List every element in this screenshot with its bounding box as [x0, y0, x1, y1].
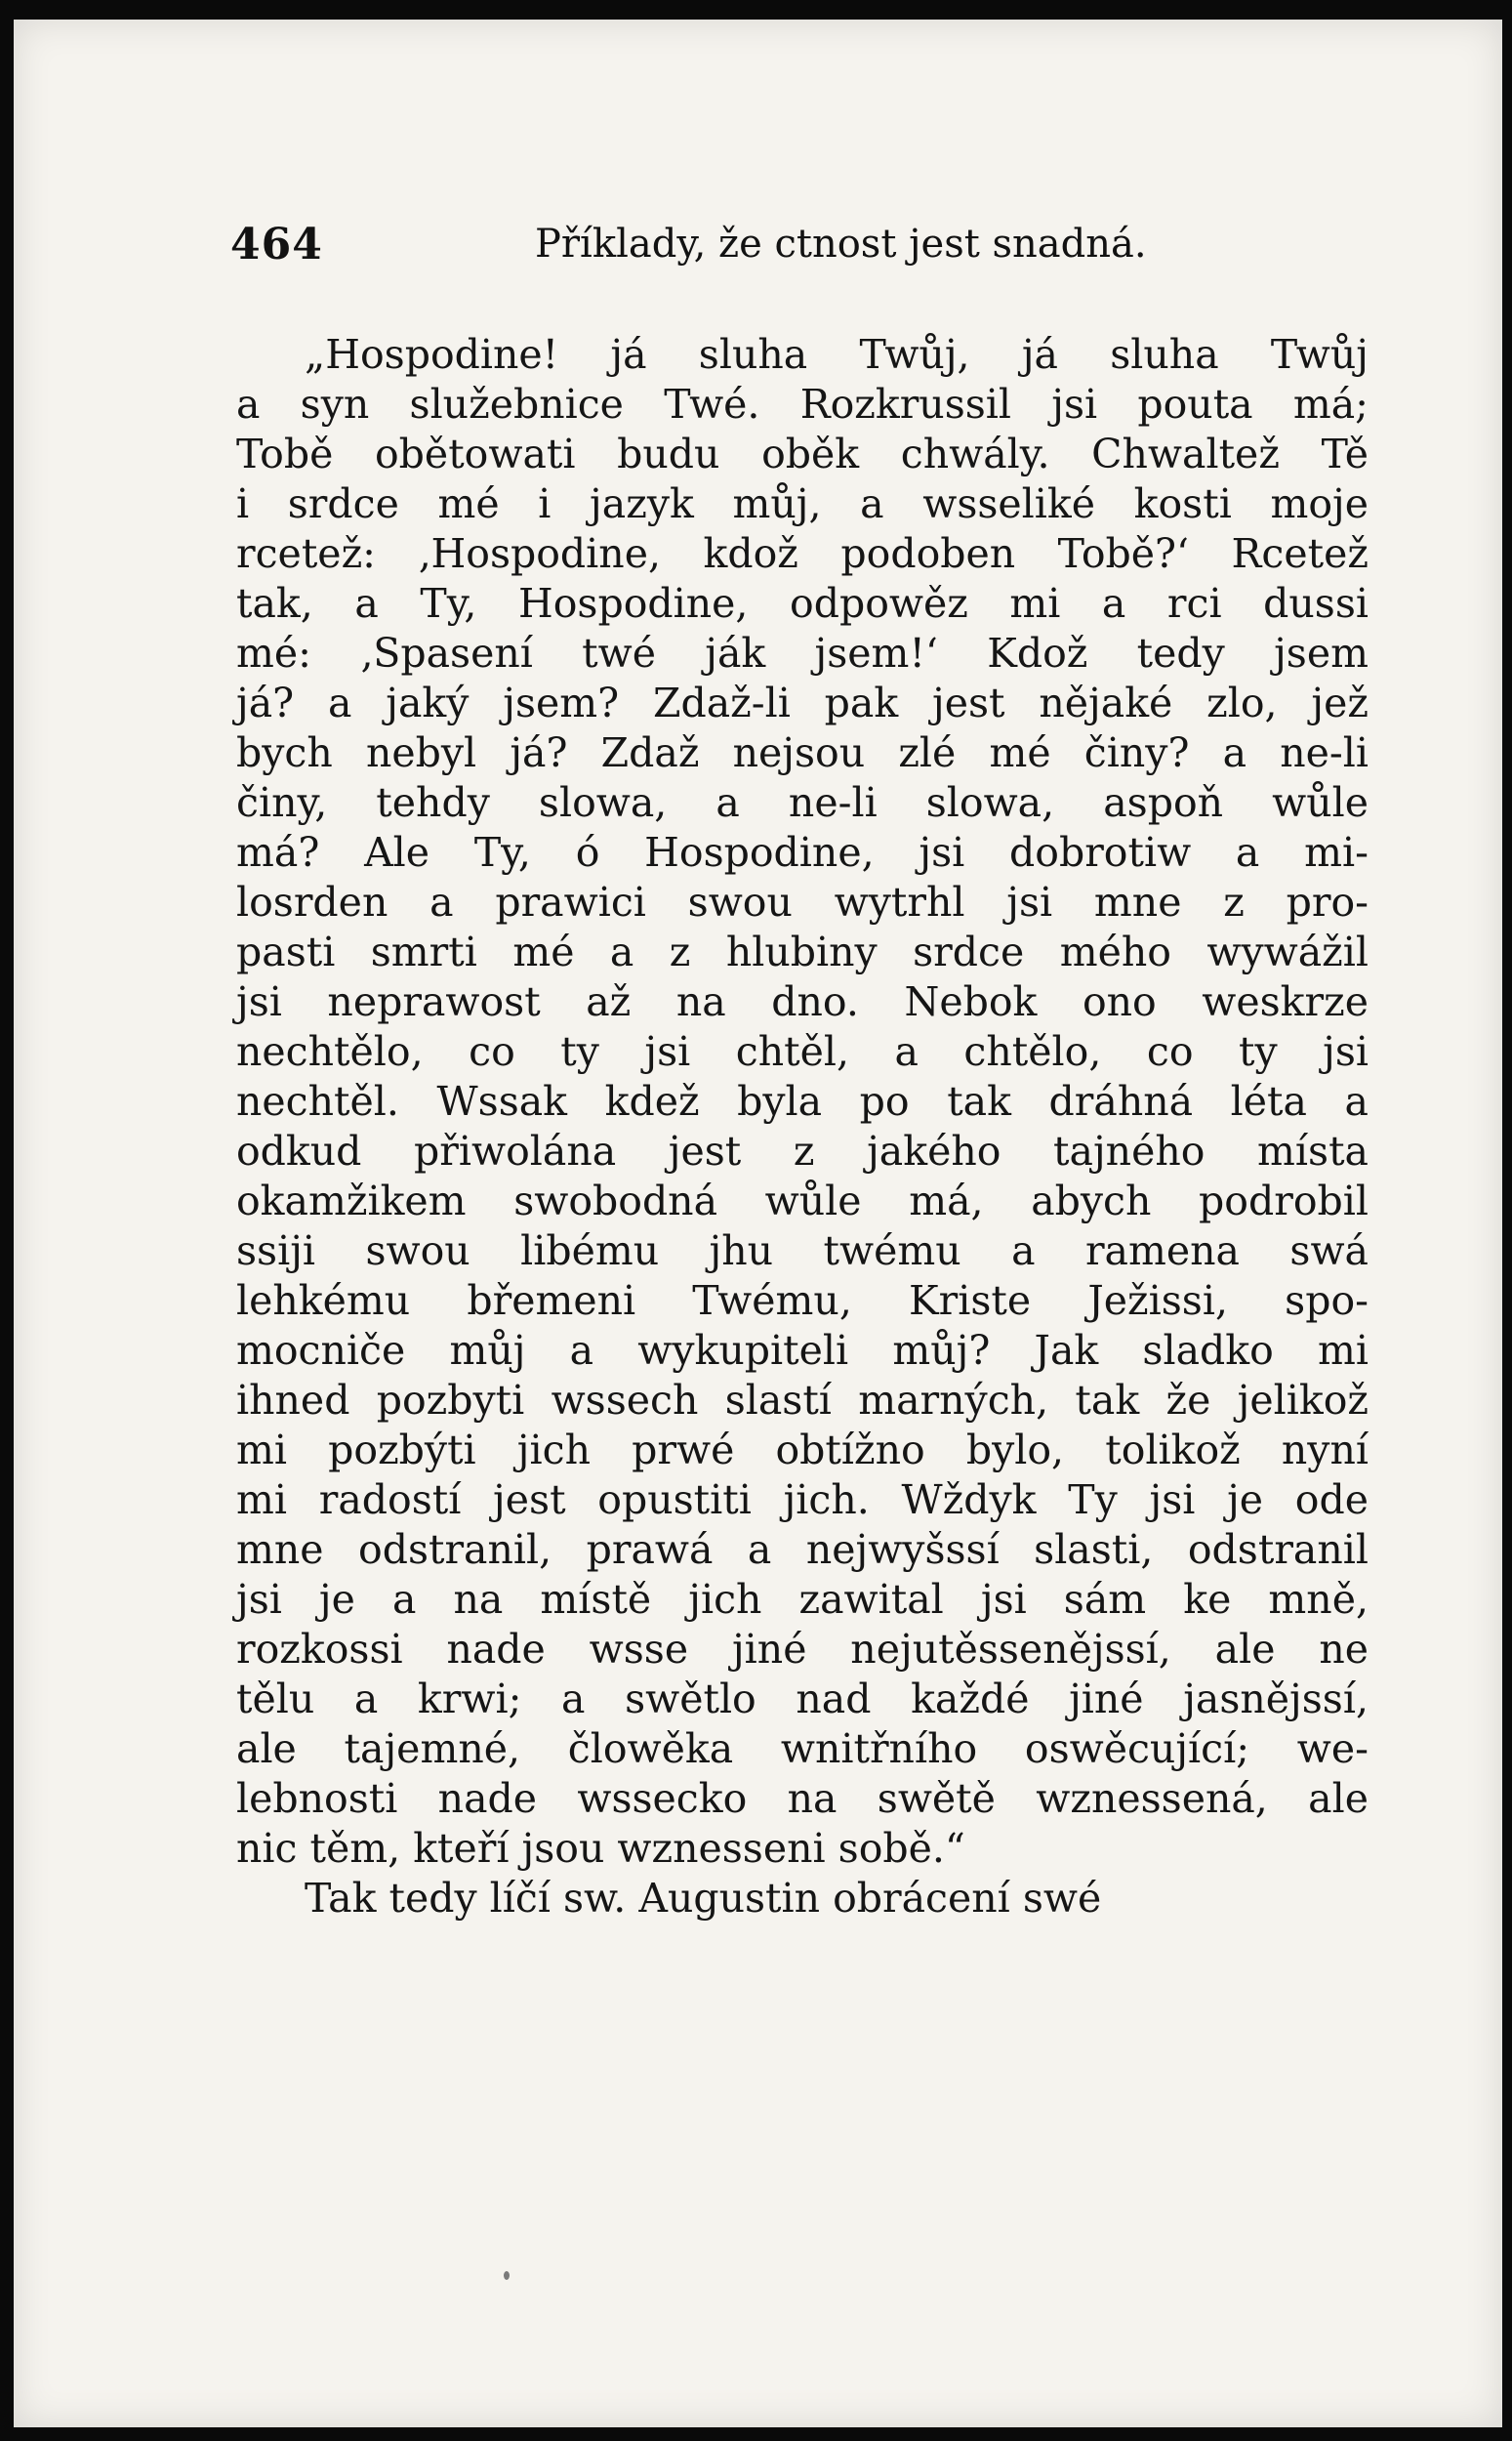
text-line: Tak tedy líčí sw. Augustin obrácení swé	[305, 1875, 1102, 1922]
text-line: tak, a Ty, Hospodine, odpowěz mi a rci dussi	[236, 580, 1369, 627]
text-line: nechtělo, co ty jsi chtěl, a chtělo, co ty jsi	[236, 1028, 1369, 1075]
text-line: a syn služebnice Twé. Rozkrussil jsi pouta má;	[236, 381, 1369, 428]
text-line: lehkému břemeni Twému, Kriste Ježissi, spo-	[236, 1277, 1369, 1324]
text-line: činy, tehdy slowa, a ne-li slowa, aspoň wůle	[236, 779, 1369, 826]
text-line: nechtěl. Wssak kdež byla po tak dráhná léta a	[236, 1078, 1369, 1125]
text-line: mé: ‚Spasení twé ják jsem!‘ Kdož tedy jsem	[236, 630, 1369, 677]
text-line: jsi neprawost až na dno. Nebok ono weskrze	[236, 978, 1369, 1025]
text-line: tělu a krwi; a swětlo nad každé jiné jasnějssí,	[236, 1676, 1369, 1722]
text-line: i srdce mé i jazyk můj, a wsseliké kosti moje	[236, 480, 1369, 527]
text-line: okamžikem swobodná wůle má, abych podrobil	[236, 1178, 1369, 1224]
text-line: mi radostí jest opustiti jich. Wždyk Ty jsi je ode	[236, 1476, 1369, 1523]
text-line: mne odstranil, prawá a nejwyšssí slasti, odstranil	[236, 1526, 1369, 1573]
running-head: Příklady, že ctnost jest snadná.	[535, 222, 1147, 267]
text-line: ale tajemné, člowěka wnitřního oswěcující; we-	[236, 1725, 1369, 1772]
text-line: losrden a prawici swou wytrhl jsi mne z pro-	[236, 879, 1369, 926]
text-line: pasti smrti mé a z hlubiny srdce mého wywážil	[236, 929, 1369, 975]
text-line: rozkossi nade wsse jiné nejutěssenějssí, ale ne	[236, 1626, 1369, 1673]
page-header	[230, 220, 1363, 278]
text-line: mi pozbýti jich prwé obtížno bylo, tolikož nyní	[236, 1427, 1369, 1473]
text-line: nic těm, kteří jsou wznesseni sobě.“	[236, 1825, 965, 1872]
text-line: já? a jaký jsem? Zdaž-li pak jest nějaké zlo, jež	[236, 680, 1369, 726]
text-line: „Hospodine! já sluha Twůj, já sluha Twůj	[305, 331, 1369, 378]
text-line: má? Ale Ty, ó Hospodine, jsi dobrotiw a mi-	[236, 829, 1369, 876]
text-line: odkud přiwolána jest z jakého tajného místa	[236, 1128, 1369, 1175]
text-line: lebnosti nade wssecko na swětě wznessená, ale	[236, 1775, 1369, 1822]
text-line: rcetež: ‚Hospodine, kdož podoben Tobě?‘ Rcetež	[236, 530, 1369, 577]
text-line: ihned pozbyti wssech slastí marných, tak že jelikož	[236, 1377, 1369, 1424]
body-text	[236, 330, 1369, 1924]
book-page	[14, 20, 1502, 2427]
page-number: 464	[230, 220, 323, 269]
text-line: ssiji swou libému jhu twému a ramena swá	[236, 1227, 1369, 1274]
text-line: mocniče můj a wykupiteli můj? Jak sladko mi	[236, 1327, 1369, 1374]
text-line: jsi je a na místě jich zawital jsi sám ke mně,	[236, 1576, 1369, 1623]
text-line: bych nebyl já? Zdaž nejsou zlé mé činy? a ne-li	[236, 729, 1369, 776]
paper-speck	[504, 2271, 510, 2280]
text-line: Tobě obětowati budu oběk chwály. Chwaltež Tě	[236, 431, 1369, 477]
